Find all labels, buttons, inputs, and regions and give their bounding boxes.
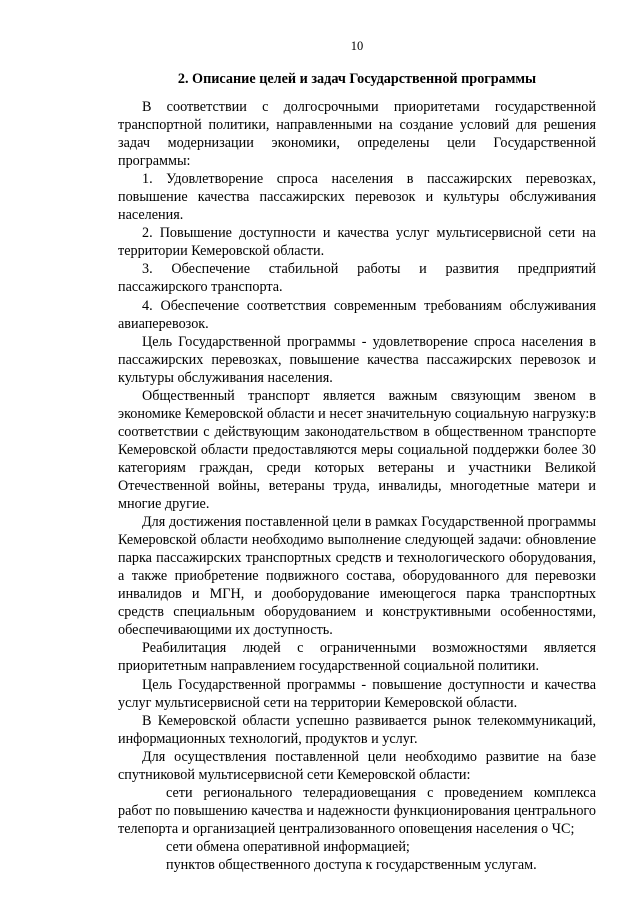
paragraph-public-transport: Общественный транспорт является важным связующим звеном в экономике Кемеровской области и несет значительную социальную нагрузку:в соответствии с действующим законодательством в общественном транспорте Кемеровской области предоставляются меры социальной поддержки более 30 категориям граждан, среди которых ветераны и участники Великой Отечественной войны, ветераны труда, инвалиды, многодетные матери и многие другие.	[118, 387, 596, 513]
paragraph-goal-3: 3. Обеспечение стабильной работы и развития предприятий пассажирского транспорта.	[118, 261, 596, 296]
paragraph-goal-1: 1. Удовлетворение спроса населения в пассажирских перевозках, повышение качества пассажирских перевозок и культуры обслуживания населения.	[118, 171, 596, 224]
paragraph-goal-2: 2. Повышение доступности и качества услуг мультисервисной сети на территории Кемеровской области.	[118, 225, 596, 260]
paragraph-list-item-info-network: сети обмена оперативной информацией;	[166, 838, 410, 855]
paragraph-task: Для достижения поставленной цели в рамках Государственной программы Кемеровской области необходимо выполнение следующей задачи: обновление парка пассажирских транспортных средств и технологического оборудования, а также приобретение подвижного состава, оборудованного для перевозки инвалидов и МГН, и дооборудование имеющегося парка транспортных средств специальным оборудованием и конструктивными особенностями, обеспечивающими их доступность.	[118, 514, 596, 639]
section-heading: 2. Описание целей и задач Государственной программы	[177, 71, 537, 87]
paragraph-program-goal: Цель Государственной программы - удовлетворение спроса населения в пассажирских перевозках, повышение качества пассажирских перевозок и культуры обслуживания населения.	[118, 333, 596, 386]
paragraph-list-item-access-points: пунктов общественного доступа к государственным услугам.	[166, 856, 537, 873]
page-number: 10	[350, 39, 364, 53]
paragraph-development-basis: Для осуществления поставленной цели необходимо развитие на базе спутниковой мультисервисной сети Кемеровской области:	[118, 748, 596, 783]
document-body	[118, 98, 596, 874]
paragraph-list-item-broadcast: сети регионального телерадиовещания с проведением комплекса работ по повышению качества и надежности функционирования центрального телепорта и организацией централизованного оповещения населения о ЧС;	[118, 784, 596, 837]
paragraph-intro: В соответствии с долгосрочными приоритетами государственной транспортной политики, направленными на создание условий для решения задач модернизации экономики, определены цели Государственной программы:	[118, 99, 596, 170]
paragraph-program-goal-2: Цель Государственной программы - повышение доступности и качества услуг мультисервисной сети на территории Кемеровской области.	[118, 676, 596, 711]
paragraph-goal-4: 4. Обеспечение соответствия современным требованиям обслуживания авиаперевозок.	[118, 297, 596, 332]
paragraph-rehabilitation: Реабилитация людей с ограниченными возможностями является приоритетным направлением государственной социальной политики.	[118, 640, 596, 675]
paragraph-telecom-market: В Кемеровской области успешно развивается рынок телекоммуникаций, информационных технологий, продуктов и услуг.	[118, 712, 596, 747]
